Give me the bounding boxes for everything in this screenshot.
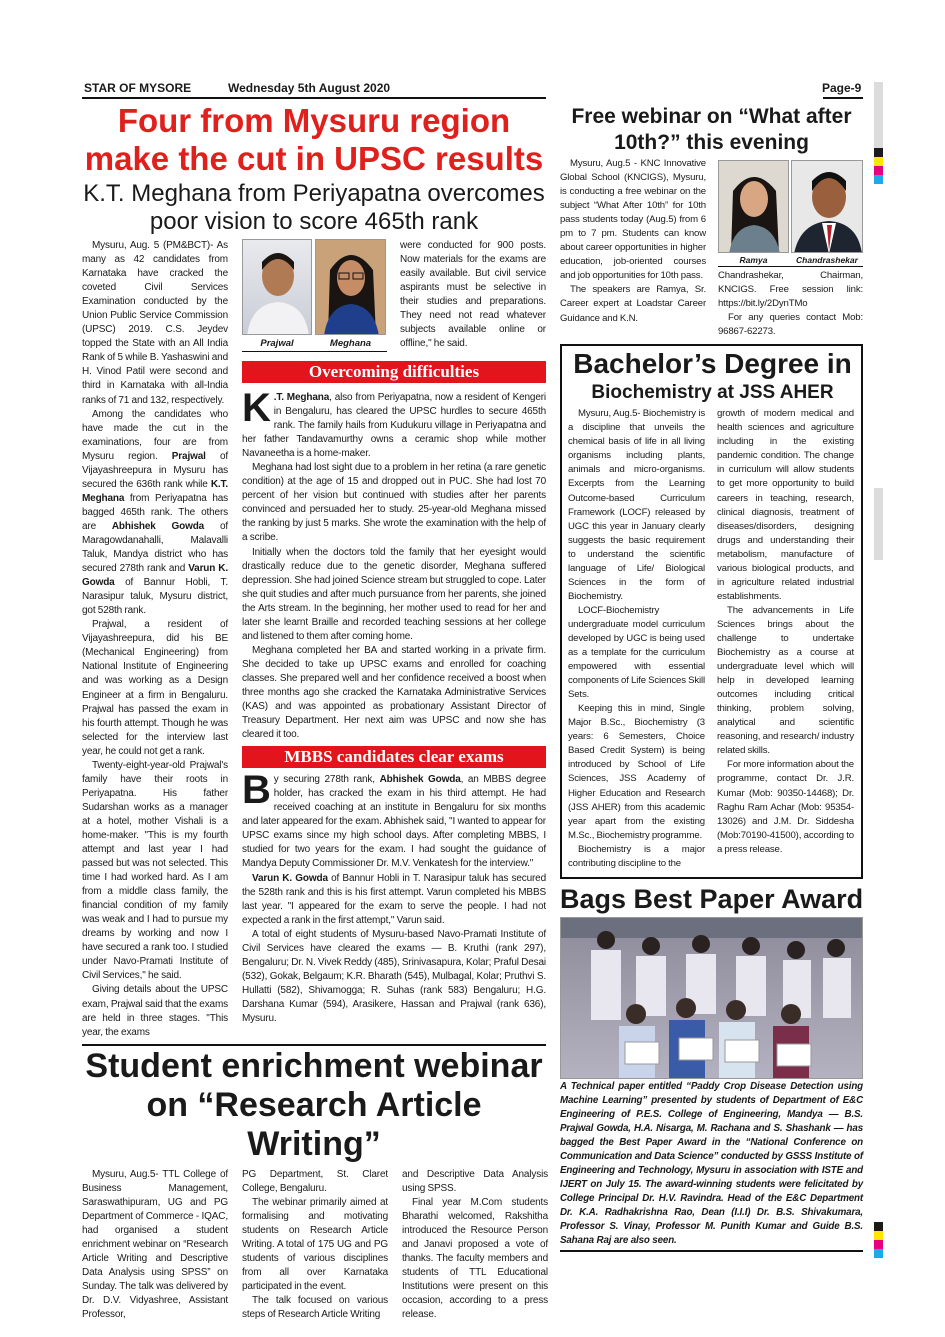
paragraph xyxy=(718,269,863,311)
text-run: and Descriptive Data Analysis using SPSS. xyxy=(402,1168,548,1194)
text-run: y securing 278th rank, xyxy=(273,774,380,786)
caption-chandrashekar: Chandrashekar xyxy=(796,255,858,265)
section-title-mbbs: MBBS candidates clear exams xyxy=(242,746,546,768)
enrichment-headline: Student enrichment webinar on “Research Article Writing” xyxy=(85,1046,543,1163)
paragraph xyxy=(82,618,228,758)
award-headline: Bags Best Paper Award xyxy=(560,883,864,914)
bold-name: Varun K. Gowda xyxy=(252,872,328,884)
text-run: , an MBBS degree holder, has cracked the exam in his third attempt. He had received coaching at an institute in Bengaluru for six months and later appeared for the exam. Abhishek said, "I wanted to appear for UPSC exams since my high school days. After completing MBBS, I studied for two years for the exam. I had sought the guidance of Mandya Deputy Commissioner Dr. M.V. Venkatesh for the interview." xyxy=(242,774,546,870)
registration-swatch xyxy=(874,148,883,157)
paragraph xyxy=(82,759,228,984)
biochem-box xyxy=(560,344,863,879)
caption-rule xyxy=(242,351,387,352)
text-run: Among the candidates who have made the cut in the examinations, four are from Mysuru region. xyxy=(82,408,228,462)
paragraph xyxy=(568,702,705,842)
caption-rule xyxy=(718,266,863,267)
paragraph xyxy=(402,1196,548,1322)
section2-paragraphs xyxy=(242,768,547,1026)
text-run: LOCF-Biochemistry undergraduate model curriculum developed by UGC is being used as a template for the curriculum empowered with essential components of Life Sciences Skill Sets. xyxy=(568,604,705,701)
paragraph xyxy=(82,239,228,408)
photos-and-continuation xyxy=(242,239,546,352)
drop-cap: B xyxy=(242,768,271,813)
drop-cap: K xyxy=(242,386,271,430)
upsc-subhead: K.T. Meghana from Periyapatna overcomes poor vision to score 465th rank xyxy=(83,180,545,235)
issue-date: Wednesday 5th August 2020 xyxy=(228,81,391,95)
header-rule xyxy=(82,97,546,99)
paragraph xyxy=(242,768,546,871)
text-run: Biochemistry is a major contributing discipline to the xyxy=(568,843,705,869)
paragraph xyxy=(242,644,546,742)
newspaper-name: STAR OF MYSORE xyxy=(84,81,192,95)
paragraph xyxy=(718,311,863,339)
text-run: Final year M.Com students Bharathi welcomed, Rakshitha introduced the Resource Person and Janavi proposed a vote of thanks. The faculty members and students of TTL Educational Institutions were present on this occasion, according to a press release. xyxy=(402,1196,548,1321)
upsc-captions xyxy=(242,338,387,349)
paragraph xyxy=(242,546,546,644)
text-run: For more information about the programme, contact Dr. J.R. Kumar (Mob: 90350-14468); Dr. Raghu Ram Achar (Mob: 95354-13026) and J.M. Dr. Siddesha (Mob:70190-41500), according to a press release. xyxy=(717,759,854,855)
text-run: The advancements in Life Sciences brings about the challenge to undertake Biochemistry as a course at undergraduate level which will help in developed learning outcomes including critical thinking, problem solving, analytical and scientific reasoning, and research/ industry related skills. xyxy=(717,604,854,757)
award-group-photo xyxy=(560,917,863,1079)
caption-meghana: Meghana xyxy=(329,338,372,349)
paragraph xyxy=(717,758,854,856)
text-run: of Maragowdanahalli, Malavalli Taluk, Mandya district who has secured 278th rank and xyxy=(82,520,228,575)
text-run: Mysuru, Aug.5- TTL College of Business Management, Saraswathipuram, UG and PG Department of Commerce - IQAC, had organised a student enrichment webinar on “Research Article Writing and Descriptive Data Analysis using SPSS” on Sunday. The talk was delivered by Dr. D.V. Vidyashree, Assistant Professor, xyxy=(82,1168,228,1321)
upsc-middle-column xyxy=(242,239,546,1026)
text-run: of Bannur Hobli in T. Narasipur taluk has secured the 528th rank and this is his first attempt. Varun completed his MBBS last year. "I appeared for the exam to serve the people. I had not expected a rank in the first attempt," Varun said. xyxy=(242,872,547,926)
caption-prajwal: Prajwal xyxy=(260,338,294,349)
paragraph xyxy=(717,604,854,759)
webinar-photos xyxy=(718,160,863,253)
paragraph xyxy=(400,239,546,351)
caption-bottom-rule xyxy=(560,1250,863,1252)
upsc-column-1 xyxy=(82,239,228,1040)
text-run: For any queries contact Mob: 96867-62273. xyxy=(718,312,863,338)
enrichment-column-2 xyxy=(242,1168,388,1323)
bold-name: Abhishek Gowda xyxy=(111,520,205,532)
color-registration-bar-bottom xyxy=(874,1222,883,1258)
text-run: growth of modern medical and health sciences and agriculture including in the existing pandemic condition. The change in curriculum will allow students to get more opportunity to build careers in teaching, research, clinical diagnosis, treatment of diseases/disorders, designing drugs and understanding their metabolism, manufacture of various biological products, and in agriculture related industrial establishments. xyxy=(717,408,854,602)
photo-ramya xyxy=(718,160,789,253)
photo-chandrashekar xyxy=(791,160,863,253)
biochem-body xyxy=(568,407,857,871)
upsc-photo-block xyxy=(242,239,387,352)
section-overcoming-difficulties-body xyxy=(242,386,546,742)
page-number: Page-9 xyxy=(822,81,862,95)
paragraph xyxy=(82,408,228,619)
paragraph xyxy=(560,157,706,283)
text-run: Meghana had lost sight due to a problem in her retina (a rare genetic condition) at the age of 15 and dropped out in PUC. She had lost 70 percent of her vision but continued with studies after her parents convinced and persuaded her to study. 25-year-old Meghana missed the ranking by just 5 marks. She wrote the examination with the help of a scribe. xyxy=(242,462,546,544)
text-run: of Vijayashreepura in Mysuru has secured the 636th rank while xyxy=(82,450,228,490)
text-run: Mysuru, Aug.5- Biochemistry is a discipline that unveils the chemical basis of life in all living organisms including plants, animals and micro-organisms. Excerpts from the Learning Outcome-based Curriculum Framework (LOCF) released by UGC this year in January clearly suggests the basic requirement to understand the scientific language of Life/ Biological Sciences in the form of Biochemistry. xyxy=(568,408,705,602)
biochem-column-1 xyxy=(568,407,705,871)
registration-swatch xyxy=(874,175,883,184)
text-run: The talk focused on various steps of Research Article Writing xyxy=(242,1295,388,1321)
bold-name: K.T. Meghana xyxy=(82,478,228,504)
text-run: The webinar primarily aimed at formalising and motivating students on Research Article Writing. A total of 175 UG and PG students of various disciplines from all over Karnataka participated in the event. xyxy=(242,1196,388,1293)
text-run: were conducted for 900 posts. Now materials for the exams are easily available. But civil service aspirants must be selective in their studies and preparations. They need not read whatever subjects available online or offline," he said. xyxy=(400,240,546,350)
text-run: from Periyapatna has bagged 465th rank. The others are xyxy=(82,492,228,532)
header-rule-right xyxy=(823,97,863,99)
paragraph xyxy=(242,386,546,461)
left-region xyxy=(82,102,546,1322)
biochem-column-2 xyxy=(717,407,854,857)
biochem-subhead: Biochemistry at JSS AHER xyxy=(591,382,834,404)
bold-name: Varun K. Gowda xyxy=(82,563,228,589)
award-caption: A Technical paper entitled “Paddy Crop Disease Detection using Machine Learning” presented by students of Department of E&C Engineering of P.E.S. College of Engineering, Mandya — B.S. Prajwal Gowda, H.A. Nisarga, M. Rachana and S. Shashank — has bagged the Best Paper Award in the “National Conference on Communication and Data Science” conducted by GSSS Institute of Engineering and Technology, Mysuru in association with ISTE and IJERT on July 15. The award-winning students were felicitated by College Principal Dr. H.V. Ravindra. Head of the E&C Department Dr. K.A. Radhakrishna Rao, Dean (I.I.I) Dr. B.S. Shivakumara, Professor S. Vinay, Professor M. Punith Kumar and Guide B.S. Sahana Raj are also seen. xyxy=(560,1080,863,1247)
enrichment-column-1 xyxy=(82,1168,228,1323)
paragraph xyxy=(242,1196,388,1294)
registration-swatch xyxy=(874,1249,883,1258)
text-run: Initially when the doctors told the family that her eyesight would drastically reduce due to the genetic disorder, Meghana suffered depression. She had joined Science stream but struggled to cope. Later she quit studies and after much pursuance from her parents, she joined the Arts stream. In the beginning, her mother used to read for her and later she learnt Braille and recorded teaching sessions at her college and listened to them after coming home. xyxy=(242,546,546,642)
right-region xyxy=(560,104,863,1252)
paragraph xyxy=(82,983,228,1039)
photo-prajwal xyxy=(242,239,312,335)
text-run: Meghana completed her BA and started working in a private firm. She decided to take up UPSC exams and enrolled for coaching classes. She prepared well and her confidence received a boost when three months ago she cracked the Karnataka Administrative Services (KAS) and was appointed as probationary Assistant Director of Treasury Department. Her next aim was UPSC and now she has cleared it too. xyxy=(242,644,546,741)
text-run: Twenty-eight-year-old Prajwal's family have their roots in Periyapatna. His father Sudarshan works as a manager at a hotel, mother Vishali is a home-maker. "This is my fourth attempt and last year I had passed but was not selected. This time I had worked hard. As I am from a middle class family, the financial condition of my family was weak and I had to pursue my dreams by working and now I have secured a rank too. I studied under Navo-Pramati Institute of Civil Services," he said. xyxy=(82,759,228,982)
webinar-column-2 xyxy=(718,269,863,339)
bold-name: .T. Meghana xyxy=(273,392,330,403)
enrichment-column-3 xyxy=(402,1168,548,1323)
text-run: Chandrashekar, Chairman, KNCIGS. Free session link: https://bit.ly/2DynTMo xyxy=(718,270,863,310)
text-run: The speakers are Ramya, Sr. Career expert at Loadstar Career Guidance and K.N. xyxy=(560,284,706,324)
text-run: Mysuru, Aug. 5 (PM&BCT)- As many as 42 candidates from Karnataka have cracked the coveted Civil Services Examination conducted by the Union Public Service Commission (UPSC) 2019. C.S. Jeydev topped the State with an All India Rank of 5 while B. Yashaswini and H. Vinod Patil were second and third in Karnataka with all-India ranks of 71 and 132, respectively. xyxy=(82,240,228,406)
text-run: Giving details about the UPSC exam, Prajwal said that the exams are held in three stages. "This year, the exams xyxy=(82,984,228,1038)
webinar-captions xyxy=(718,255,863,265)
text-run: of Bannur Hobli, T. Narasipur taluk, Mysuru district, got 528th rank. xyxy=(82,577,228,617)
registration-swatch xyxy=(874,1231,883,1240)
paragraph xyxy=(242,461,546,545)
paragraph xyxy=(82,1168,228,1323)
biochem-headline: Bachelor’s Degree in xyxy=(573,348,852,380)
upsc-headline: Four from Mysuru region make the cut in UPSC results xyxy=(84,102,544,177)
paragraph xyxy=(242,1168,388,1196)
paragraph xyxy=(242,1294,388,1322)
section-title-overcoming-difficulties: Overcoming difficulties xyxy=(242,361,546,383)
grey-registration-strip xyxy=(874,488,883,560)
text-run: , also from Periyapatna, now a resident of Kengeri in Bengaluru, has cleared the UPSC hurdles to secure 465th rank. The family hails from Kudukuru village in Periyapatna and her father Tandavamurthy owns a ceramic shop while mother Navaneetha is a home-maker. xyxy=(242,392,546,460)
paragraph xyxy=(242,872,546,928)
webinar-body xyxy=(560,157,863,339)
webinar-headline: Free webinar on “What after 10th?” this evening xyxy=(571,105,852,154)
paragraph xyxy=(568,843,705,871)
photo-meghana xyxy=(315,239,386,335)
webinar-column-1 xyxy=(560,157,706,326)
upsc-continuation xyxy=(400,239,546,351)
caption-ramya: Ramya xyxy=(739,255,768,265)
text-run: PG Department, St. Claret College, Bengaluru. xyxy=(242,1168,388,1194)
bold-name: Prajwal xyxy=(171,450,206,462)
upsc-photos xyxy=(242,239,387,335)
text-run: A total of eight students of Mysuru-based Navo-Pramati Institute of Civil Services have cleared the exams — B. Kruthi (rank 297), Bengaluru; Dr. N. Vivek Reddy (485), Srinivasapura, Kolar; Praful Desai (532), Gokak, Belgaum; K.R. Bharath (545), Mulbagal, Kolar; Pruthvi S. Hullatti (582), Shivamogga; R. Suhas (rank 583) Bengaluru; H.G. Darshana Kumar (594), Arasikere, Hassan and Prajwal (rank 636), Mysuru. xyxy=(242,928,546,1024)
registration-swatch xyxy=(874,166,883,175)
text-run: Mysuru, Aug.5 - KNC Innovative Global School (KNCIGS), Mysuru, is conducting a free webinar on the subject “What After 10th” for 10th pass students today (Aug.5) from 6 pm to 7 pm. Students can know about career opportunities in higher education, job-oriented courses and job opportunities for 10th pass. xyxy=(560,158,706,282)
paragraph xyxy=(717,407,854,604)
webinar-right-column xyxy=(718,157,863,339)
enrichment-body xyxy=(82,1168,546,1323)
text-run: Keeping this in mind, Single Major B.Sc., Biochemistry (3 years: 6 Semesters, Choice Based Credit System) is being introduced by School of Life Sciences, JSS Academy of Higher Education and Research (JSS AHER) from this academic year apart from the existing M.Sc., Biochemistry programme. xyxy=(568,703,705,841)
color-registration-bar-top xyxy=(874,82,883,184)
text-run: Prajwal, a resident of Vijayashreepura, did his BE (Mechanical Engineering) from National Institute of Engineering and was working as a Design Engineer at a firm in Bengaluru. Prajwal has passed the exam in his fourth attempt. Though he was selected for the interview last year, he could not get a rank. xyxy=(82,619,228,757)
paragraph xyxy=(242,928,546,1026)
section-mbbs-body xyxy=(242,768,547,1026)
section1-paragraphs xyxy=(242,386,546,742)
upsc-body xyxy=(82,239,546,1040)
article-divider xyxy=(82,1044,546,1046)
bold-name: Abhishek Gowda xyxy=(379,774,461,786)
paragraph xyxy=(568,604,705,702)
paragraph xyxy=(560,283,706,325)
paragraph xyxy=(568,407,705,604)
paragraph xyxy=(402,1168,548,1196)
registration-swatch xyxy=(874,1240,883,1249)
registration-swatch xyxy=(874,1222,883,1231)
registration-swatch xyxy=(874,157,883,166)
